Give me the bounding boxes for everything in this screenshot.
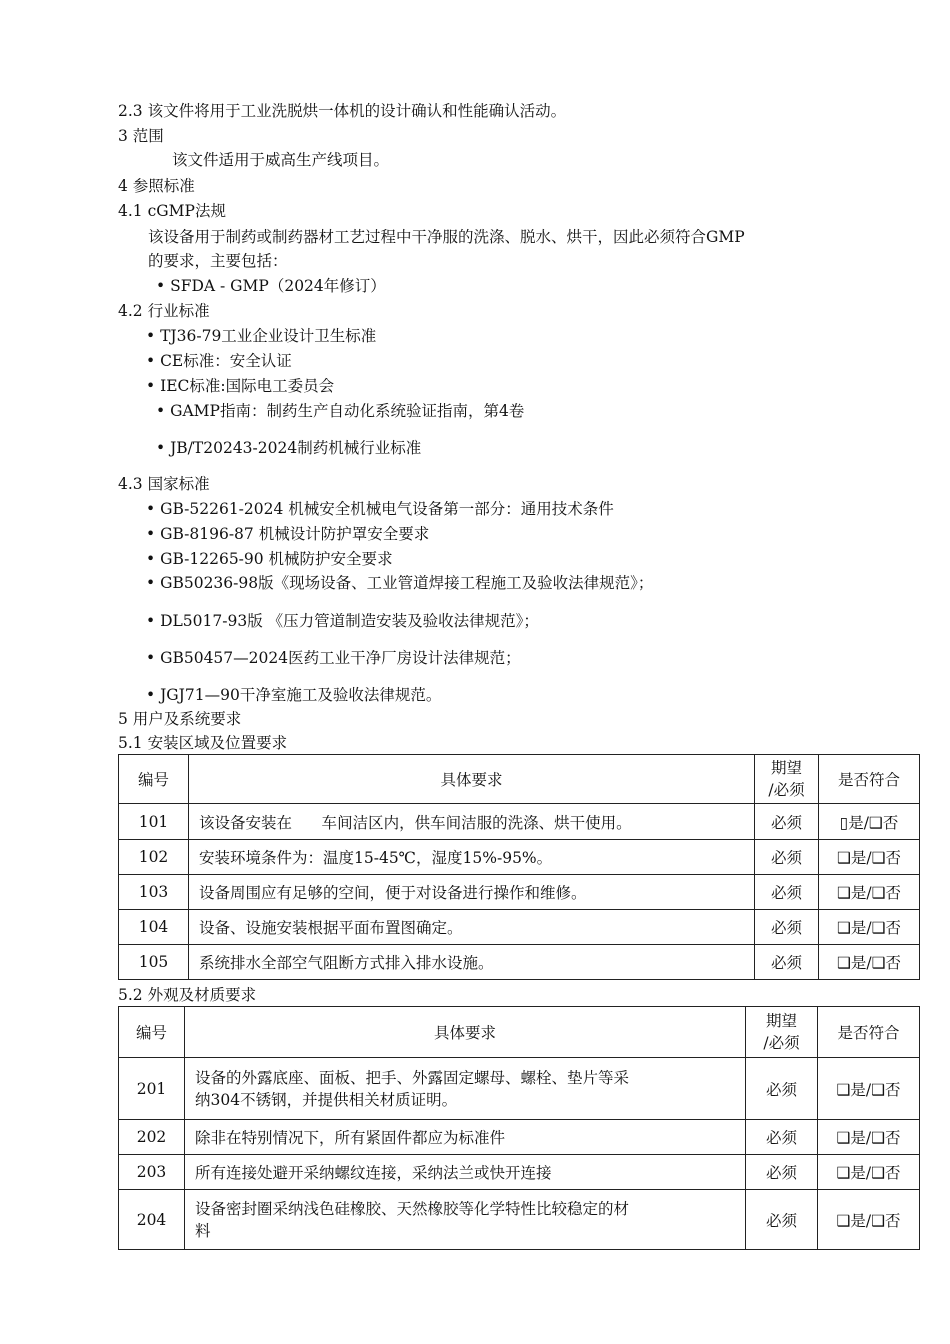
header-expected: 期望: [765, 1012, 797, 1030]
row-necessity: 必须: [755, 945, 819, 980]
header-no: 编号: [119, 755, 189, 804]
requirements-table-5-1: [118, 754, 920, 980]
bullet-gb50457: • GB50457—2024医药工业干净厂房设计法律规范；: [146, 649, 521, 667]
header-requirement: 具体要求: [189, 755, 755, 804]
table-row: [119, 910, 920, 945]
bullet-iec: • IEC标准:国际电工委员会: [146, 377, 335, 395]
row-necessity: 必须: [755, 804, 819, 840]
bullet-jgj71: • JGJ71—90干净室施工及验收法律规范。: [146, 686, 442, 704]
row-number: 201: [119, 1058, 185, 1120]
section-4-1-heading: 4.1 cGMP法规: [118, 202, 226, 220]
row-necessity: 必须: [755, 875, 819, 910]
compliance-checkbox[interactable]: ❑是/❑否: [818, 1058, 920, 1120]
row-requirement: [185, 1058, 746, 1120]
compliance-checkbox[interactable]: ❑是/❑否: [819, 910, 920, 945]
compliance-checkbox[interactable]: ▯是/❑否: [819, 804, 920, 840]
requirement-line-2: 纳304不锈钢，并提供相关材质证明。: [195, 1090, 458, 1109]
header-expected: 期望: [770, 759, 802, 777]
row-requirement: 设备周围应有足够的空间，便于对设备进行操作和维修。: [189, 875, 755, 910]
row-number: 102: [119, 840, 189, 875]
row-requirement: 设备、设施安装根据平面布置图确定。: [189, 910, 755, 945]
header-no: 编号: [119, 1007, 185, 1058]
row-number: 203: [119, 1155, 185, 1190]
compliance-checkbox[interactable]: ❑是/❑否: [819, 945, 920, 980]
row-requirement: 所有连接处避开采纳螺纹连接，采纳法兰或快开连接: [185, 1155, 746, 1190]
header-expected-required: [746, 1007, 818, 1058]
row-number: 105: [119, 945, 189, 980]
row-number: 101: [119, 804, 189, 840]
section-5-2-heading: 5.2 外观及材质要求: [118, 986, 257, 1004]
bullet-gb12265: • GB-12265-90 机械防护安全要求: [146, 550, 393, 568]
gmp-paragraph-line-1: 该设备用于制药或制药器材工艺过程中干净服的洗涤、脱水、烘干，因此必须符合GMP: [148, 228, 745, 246]
bullet-jbt20243: • JB/T20243-2024制药机械行业标准: [156, 439, 422, 457]
gmp-paragraph-line-2: 的要求，主要包括：: [148, 252, 288, 270]
compliance-checkbox[interactable]: ❑是/❑否: [819, 875, 920, 910]
requirement-line-2: 料: [195, 1221, 211, 1240]
bullet-dl5017: • DL5017-93版 《压力管道制造安装及验收法律规范》；: [146, 612, 539, 630]
table-row: [119, 840, 920, 875]
header-compliance: 是否符合: [818, 1007, 920, 1058]
row-necessity: 必须: [746, 1058, 818, 1120]
row-necessity: 必须: [755, 840, 819, 875]
requirement-line-1: 设备的外露底座、面板、把手、外露固定螺母、螺栓、垫片等采: [195, 1068, 630, 1087]
header-compliance: 是否符合: [819, 755, 920, 804]
table-row: [119, 804, 920, 840]
row-number: 104: [119, 910, 189, 945]
row-requirement: [189, 804, 755, 840]
row-requirement: 安装环境条件为：温度15-45℃，湿度15%-95%。: [189, 840, 755, 875]
section-4-2-heading: 4.2 行业标准: [118, 302, 210, 320]
row-necessity: 必须: [746, 1190, 818, 1250]
row-number: 204: [119, 1190, 185, 1250]
compliance-checkbox[interactable]: ❑是/❑否: [818, 1120, 920, 1155]
requirement-text: 该设备安装在 车间洁区内，供车间洁服的洗涤、烘干使用。: [199, 813, 632, 832]
bullet-gb50236: • GB50236-98版《现场设备、工业管道焊接工程施工及验收法律规范》；: [146, 574, 654, 592]
bullet-tj36-79: • TJ36-79工业企业设计卫生标准: [146, 327, 377, 345]
header-requirement: 具体要求: [185, 1007, 746, 1058]
compliance-checkbox[interactable]: ❑是/❑否: [818, 1155, 920, 1190]
table-header-row: [119, 755, 920, 804]
section-4-heading: 4 参照标准: [118, 177, 195, 195]
bullet-gamp: • GAMP指南：制药生产自动化系统验证指南，第4卷: [156, 402, 525, 420]
bullet-gb52261: • GB-52261-2024 机械安全机械电气设备第一部分：通用技术条件: [146, 500, 614, 518]
table-row: [119, 1058, 920, 1120]
table-header-row: [119, 1007, 920, 1058]
bullet-ce: • CE标准：安全认证: [146, 352, 292, 370]
row-necessity: 必须: [746, 1120, 818, 1155]
row-necessity: 必须: [746, 1155, 818, 1190]
header-expected-required: [755, 755, 819, 804]
bullet-gb8196: • GB-8196-87 机械设计防护罩安全要求: [146, 525, 430, 543]
table-row: [119, 1190, 920, 1250]
table-row: [119, 1120, 920, 1155]
compliance-checkbox[interactable]: ❑是/❑否: [818, 1190, 920, 1250]
row-requirement: 系统排水全部空气阻断方式排入排水设施。: [189, 945, 755, 980]
section-2-3-text: 2.3 该文件将用于工业洗脱烘一体机的设计确认和性能确认活动。: [118, 102, 567, 120]
header-required: /必须: [768, 781, 805, 799]
section-5-1-heading: 5.1 安装区域及位置要求: [118, 734, 288, 752]
table-row: [119, 875, 920, 910]
row-necessity: 必须: [755, 910, 819, 945]
section-4-3-heading: 4.3 国家标准: [118, 475, 210, 493]
row-requirement: [185, 1190, 746, 1250]
requirements-table-5-2: [118, 1006, 920, 1250]
row-number: 202: [119, 1120, 185, 1155]
requirement-line-1: 设备密封圈采纳浅色硅橡胶、天然橡胶等化学特性比较稳定的材: [195, 1199, 630, 1218]
section-5-heading: 5 用户及系统要求: [118, 710, 242, 728]
row-number: 103: [119, 875, 189, 910]
header-required: /必须: [763, 1034, 800, 1052]
scope-text: 该文件适用于威高生产线项目。: [172, 151, 390, 169]
table-row: [119, 1155, 920, 1190]
compliance-checkbox[interactable]: ❑是/❑否: [819, 840, 920, 875]
section-3-heading: 3 范围: [118, 127, 164, 145]
bullet-sfda-gmp: • SFDA - GMP（2024年修订）: [156, 277, 386, 295]
row-requirement: 除非在特别情况下，所有紧固件都应为标准件: [185, 1120, 746, 1155]
table-row: [119, 945, 920, 980]
